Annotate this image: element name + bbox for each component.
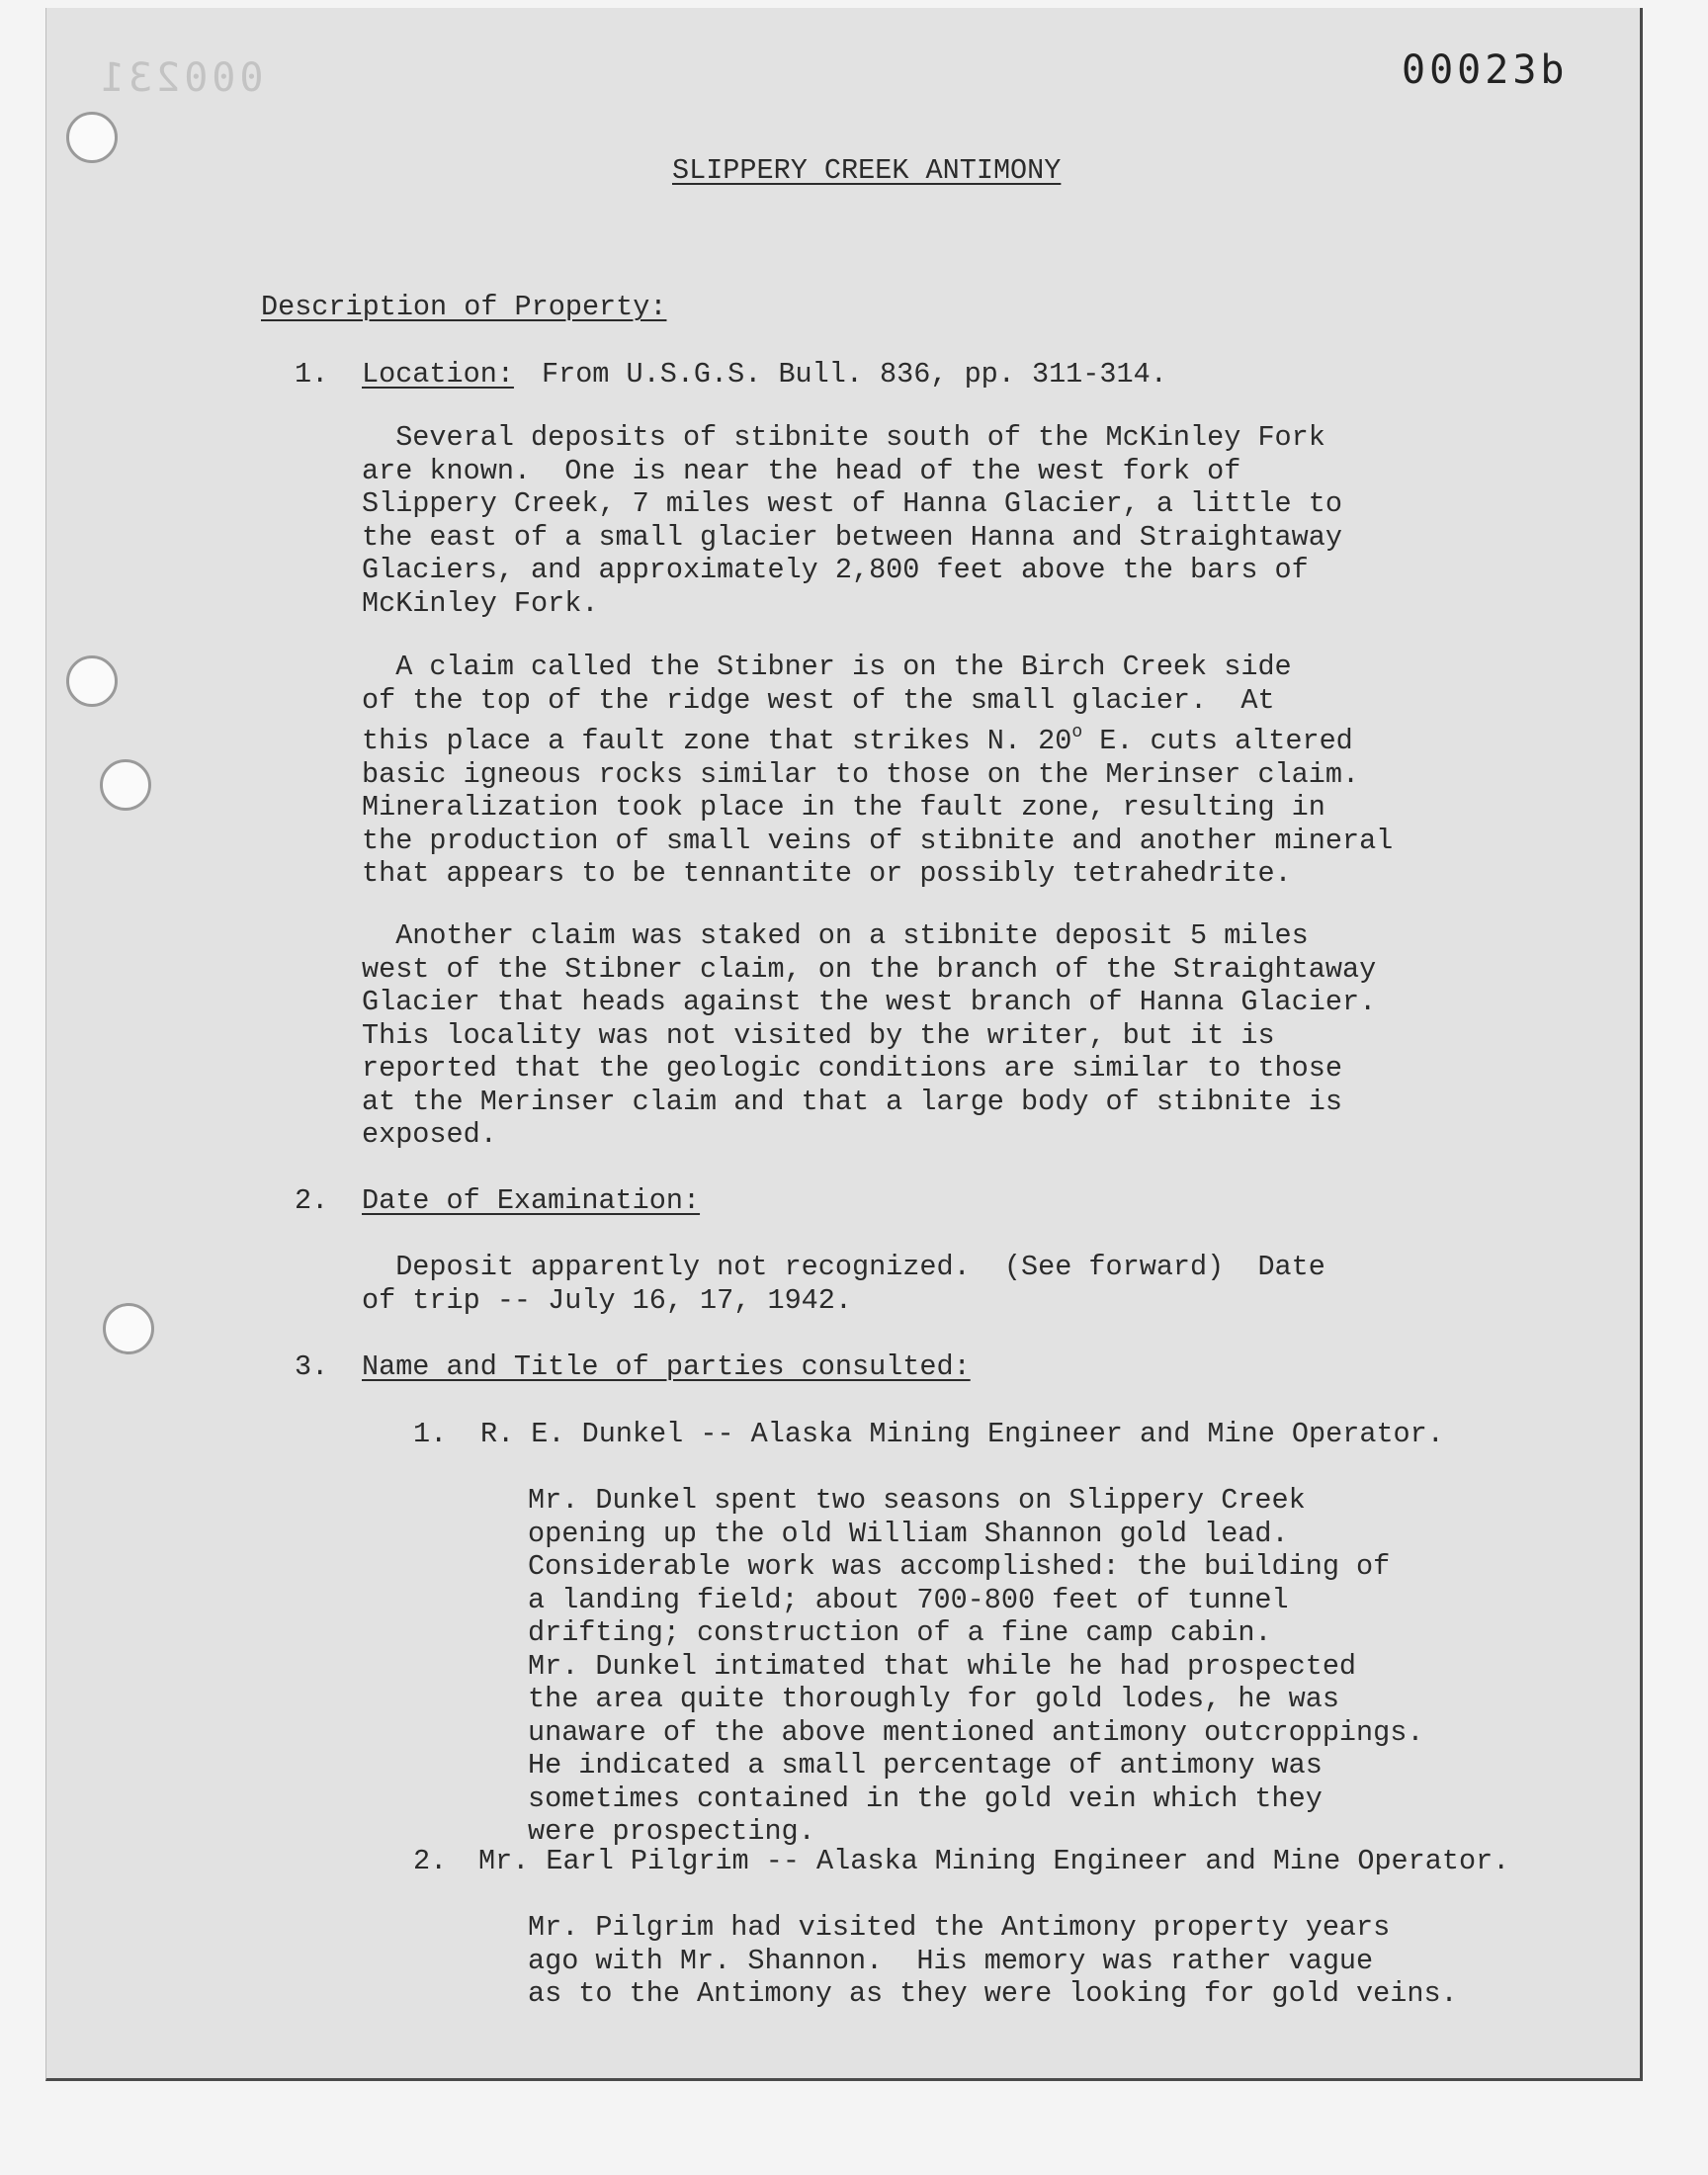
paragraph-deposits: Several deposits of stibnite south of the McKinley Fork are known. One is near the head of the west fork of Slippery Creek, 7 miles west of Hanna Glacier, a little to the east of a small glacier between Hanna and Straightaway Glaciers, and approximately 2,800 feet above the bars of McKinley Fork. [362, 421, 1342, 620]
item-number: 2. [295, 1184, 329, 1217]
party-paragraph: Mr. Pilgrim had visited the Antimony property years ago with Mr. Shannon. His memory was rather vague as to the Antimony as they were looking for gold veins. [528, 1911, 1458, 2010]
degree-sign: o [1071, 723, 1083, 742]
party-name-title: Mr. Earl Pilgrim -- Alaska Mining Engineer and Mine Operator. [478, 1845, 1510, 1877]
punch-hole [66, 655, 118, 707]
party-paragraph: Mr. Dunkel spent two seasons on Slippery Creek opening up the old William Shannon gold lead. Considerable work was accomplished: the building of a landing field; about 700-800 feet of tunnel drifting; construction of a fine camp cabin. Mr. Dunkel intimated that while he had prospected the area quite thoroughly for gold lodes, he was unaware of the above mentioned antimony outcroppings. He indicated a small percentage of antimony was sometimes contained in the gold vein which they were prospecting. [528, 1484, 1424, 1848]
document-title: SLIPPERY CREEK ANTIMONY [672, 154, 1062, 187]
party-number: 2. [413, 1845, 448, 1877]
section-heading: Description of Property: [261, 291, 667, 323]
punch-hole [100, 759, 151, 811]
party-number: 1. [413, 1418, 448, 1450]
bleed-through-number: 000231 [97, 55, 264, 101]
paragraph-date: Deposit apparently not recognized. (See forward) Date of trip -- July 16, 17, 1942. [362, 1251, 1325, 1317]
item-heading-parties: Name and Title of parties consulted: [362, 1350, 971, 1383]
document-number: 00023b [1402, 47, 1569, 93]
item-number: 3. [295, 1350, 329, 1383]
party-name-title: R. E. Dunkel -- Alaska Mining Engineer and Mine Operator. [480, 1418, 1444, 1450]
paragraph-another-claim: Another claim was staked on a stibnite deposit 5 miles west of the Stibner claim, on the branch of the Straightaway Glacier that heads against the west branch of Hanna Glacier. This locality was not visited by the writer, but it is reported that the geologic conditions are similar to those at the Merinser claim and that a large body of stibnite is exposed. [362, 919, 1377, 1151]
punch-hole [103, 1303, 154, 1354]
punch-hole [66, 112, 118, 163]
paragraph-stibner-claim: A claim called the Stibner is on the Birch Creek side of the top of the ridge west of the small glacier. At this place a fault zone that strikes N. 20$^o$ E. cuts altered basic igneous rocks similar to those on the Merinser claim. Mineralization took place in the fault zone, resulting in the production of small veins of stibnite and another mineral that appears to be tennantite or possibly tetrahedrite. [362, 651, 1394, 890]
location-source: From U.S.G.S. Bull. 836, pp. 311-314. [542, 358, 1167, 391]
item-heading-location: Location: [362, 358, 514, 391]
item-heading-date: Date of Examination: [362, 1184, 701, 1217]
item-number: 1. [295, 358, 329, 391]
